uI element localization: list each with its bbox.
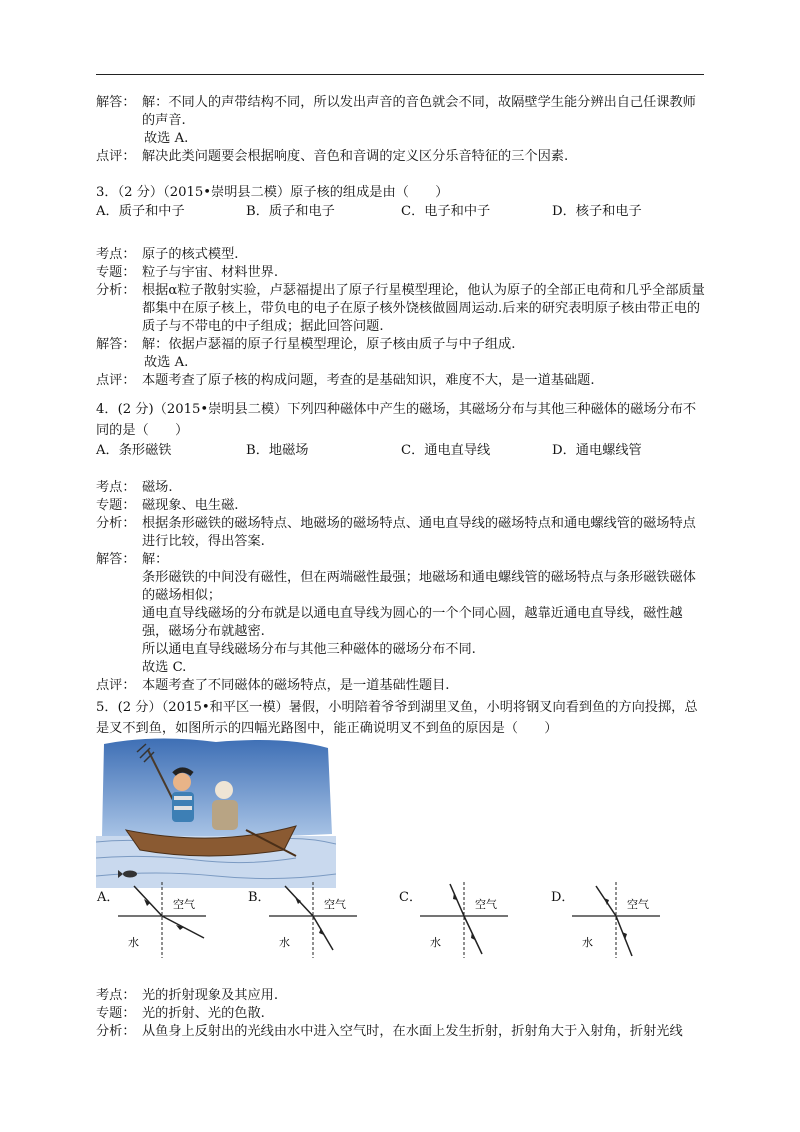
question-4	[96, 399, 708, 461]
q4-zhuanti: 磁现象、电生磁.	[142, 498, 239, 513]
q5-fenxi: 从鱼身上反射出的光线由水中进入空气时，在水面上发生折射，折射角大于入射角，折射光线	[142, 1024, 683, 1039]
q2-solution	[96, 94, 708, 166]
q4-choice: 故选 C.	[142, 660, 187, 675]
ray-diagram-a	[118, 880, 208, 960]
q2-choice: 故选 A.	[144, 131, 189, 146]
q2-jieda: 解答： 解：不同人的声带结构不同，所以发出声音的音色就会不同，故隔壁学生能分辨出自己任课教师的声音.	[96, 95, 696, 128]
q4-options	[96, 441, 708, 461]
q3-option-b: B．质子和电子	[246, 204, 335, 219]
q3-kaodian: 原子的核式模型.	[142, 247, 239, 262]
q3-choice: 故选 A.	[144, 355, 189, 370]
boy-head	[173, 773, 191, 791]
q4-p2: 通电直导线磁场的分布就是以通电直导线为圆心的一个个同心圆，越靠近通电直导线，磁性越强，磁场分布就越密.	[142, 606, 683, 639]
q3-stem: 3．（2 分）（2015•崇明县二模）原子核的组成是由（ ）	[96, 185, 449, 200]
grandpa-head	[215, 781, 233, 799]
q3-jieda: 解：依据卢瑟福的原子行星模型理论，原子核由质子与中子组成.	[142, 337, 516, 352]
question-5	[96, 697, 708, 739]
q4-stem: 4．(2 分)（2015•崇明县二模）下列四种磁体中产生的磁场，其磁场分布与其他三种磁体的磁场分布不同的是（ ）	[96, 402, 697, 438]
air-label: 空气	[475, 898, 497, 911]
ray-diagram-d	[572, 880, 662, 960]
air-label: 空气	[627, 898, 649, 911]
q3-fenxi: 根据α粒子散射实验，卢瑟福提出了原子行星模型理论，他认为原子的全部正电荷和几乎全部质量都集中在原子核上，带负电的电子在原子核外饶核做圆周运动.后来的研究表明原子核由带正电的质子与不带电的中子组成；据此回答问题.	[142, 283, 705, 334]
q4-option-a: A．条形磁铁	[96, 443, 172, 458]
water-label: 水	[582, 936, 593, 949]
q5-option-d-label: D．	[551, 890, 575, 905]
q4-solution: 考点： 磁场. 专题： 磁现象、电生磁. 分析： 根据条形磁铁的磁场特点、地磁场的磁场特点、通电直导线的磁场特点和通电螺线管的磁场特点进行比较，得出答案. 解答： 解： 条形磁铁的中间没有磁性，但在两端磁性最强；地磁场和通电螺线管的磁场特点与条形磁铁磁体的磁场相似； 通电直导线磁场的分布就是以通电直导线为圆心的一个个同心圆，越靠近通电直导线，磁性越强，磁场分布就越密. 所以通电直导线磁场分布与其他三种磁体的磁场分布不同. 故选 C. 点评： 本题考查了不同磁体的磁场特点，是一道基础性题目.	[96, 479, 708, 695]
ray-diagram-b	[269, 880, 359, 960]
q4-option-b: B．地磁场	[246, 443, 309, 458]
q3-dianping: 本题考查了原子核的构成问题，考查的是基础知识，难度不大，是一道基础题.	[142, 373, 595, 388]
q3-option-c: C．电子和中子	[401, 204, 491, 219]
q5-solution: 考点： 光的折射现象及其应用. 专题： 光的折射、光的色散. 分析： 从鱼身上反射出的光线由水中进入空气时，在水面上发生折射，折射角大于入射角，折射光线	[96, 987, 708, 1041]
water-label: 水	[279, 936, 290, 949]
q5-stem: 5．(2 分）（2015•和平区一模）暑假，小明陪着爷爷到湖里叉鱼，小明将钢叉向看到鱼的方向投掷，总是叉不到鱼，如图所示的四幅光路图中，能正确说明叉不到鱼的原因是（ ）	[96, 700, 698, 736]
q3-option-a: A．质子和中子	[96, 204, 185, 219]
q2-dianping: 点评： 解决此类问题要会根据响度、音色和音调的定义区分乐音特征的三个因素.	[96, 149, 569, 164]
q5-zhuanti: 光的折射、光的色散.	[142, 1006, 265, 1021]
q3-solution: 考点： 原子的核式模型. 专题： 粒子与宇宙、材料世界. 分析： 根据α粒子散射实验，卢瑟福提出了原子行星模型理论，他认为原子的全部正电荷和几乎全部质量都集中在原子核上，带负电的电子在原子核外饶核做圆周运动.后来的研究表明原子核由带正电的质子与不带电的中子组成；据此回答问题. 解答： 解：依据卢瑟福的原子行星模型理论，原子核由质子与中子组成. 故选 A. 点评： 本题考查了原子核的构成问题，考查的是基础知识，难度不大，是一道基础题.	[96, 246, 708, 390]
q4-kaodian: 磁场.	[142, 480, 173, 495]
question-3	[96, 184, 708, 222]
air-label: 空气	[324, 898, 346, 911]
q4-option-d: D．通电螺线管	[552, 443, 642, 458]
q5-option-b-label: B．	[248, 890, 271, 905]
q5-option-c-label: C．	[399, 890, 422, 905]
q4-fenxi: 根据条形磁铁的磁场特点、地磁场的磁场特点、通电直导线的磁场特点和通电螺线管的磁场特点进行比较，得出答案.	[142, 516, 696, 549]
q4-jieda: 解：	[142, 552, 169, 567]
water-label: 水	[430, 936, 441, 949]
q4-p1: 条形磁铁的中间没有磁性，但在两端磁性最强；地磁场和通电螺线管的磁场特点与条形磁铁磁体的磁场相似；	[142, 570, 696, 603]
q4-dianping: 本题考查了不同磁体的磁场特点，是一道基础性题目.	[142, 678, 450, 693]
q3-option-d: D．核子和电子	[552, 204, 642, 219]
air-label: 空气	[173, 898, 195, 911]
ray-diagram-c	[420, 880, 510, 960]
q5-option-a-label: A．	[97, 890, 120, 905]
fish	[123, 871, 137, 878]
q4-p3: 所以通电直导线磁场分布与其他三种磁体的磁场分布不同.	[142, 642, 476, 657]
q3-zhuanti: 粒子与宇宙、材料世界.	[142, 265, 279, 280]
fishing-illustration	[96, 738, 336, 888]
grandpa-body	[212, 800, 238, 830]
header-rule	[96, 74, 704, 75]
water-label: 水	[128, 936, 139, 949]
q3-options	[96, 202, 708, 222]
q5-kaodian: 光的折射现象及其应用.	[142, 988, 279, 1003]
q4-option-c: C．通电直导线	[401, 443, 491, 458]
